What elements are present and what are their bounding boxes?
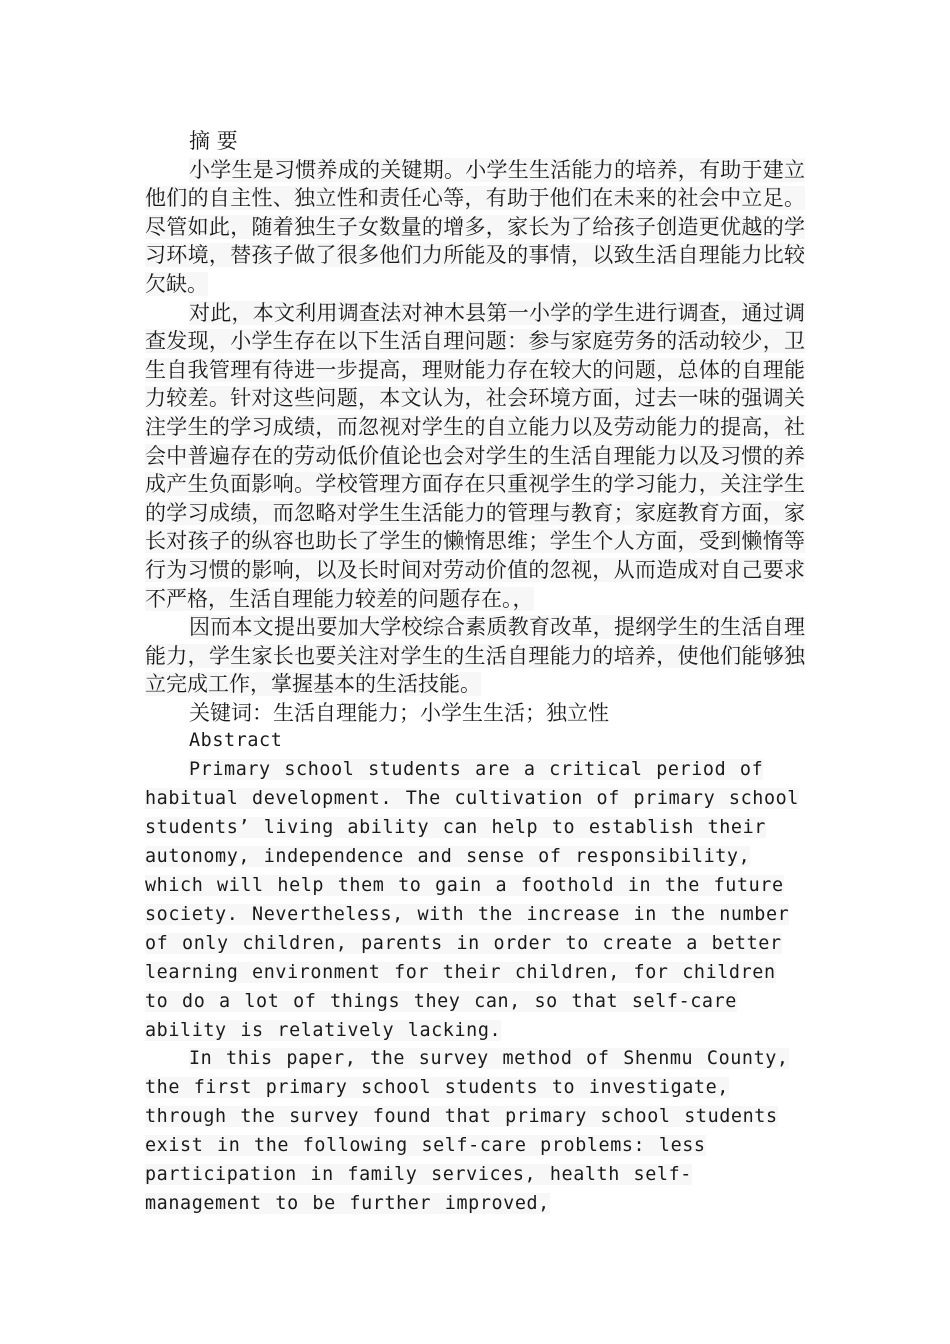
abstract-en-paragraph-1-text: Primary school students are a critical period of habitual development. The cultivation of primary school students’ living ability can help to establish their autonomy, independence and sense of responsibility, which will help them to gain a foothold in the future society. Nevertheless, with the increase in the number of only children, parents in order to create a better learning environment for their children, for children to do a lot of things they can, so that self-care ability is relatively lacking. xyxy=(145,759,799,1041)
abstract-zh-paragraph-2 xyxy=(145,299,805,614)
keywords-zh: 关键词：生活自理能力；小学生生活；独立性 xyxy=(189,700,609,725)
abstract-zh-paragraph-3 xyxy=(145,613,805,699)
abstract-zh-heading: 摘 要 xyxy=(189,129,238,153)
abstract-zh-paragraph-2-text: 对此，本文利用调查法对神木县第一小学的学生进行调查，通过调查发现，小学生存在以下生活自理问题：参与家庭劳务的活动较少，卫生自我管理有待进一步提高，理财能力存在较大的问题，总体的自理能力较差。针对这些问题，本文认为，社会环境方面，过去一味的强调关注学生的学习成绩，而忽视对学生的自立能力以及劳动能力的提高，社会中普遍存在的劳动低价值论也会对学生的生活自理能力以及习惯的养成产生负面影响。学校管理方面存在只重视学生的学习能力，关注学生的学习成绩，而忽略对学生生活能力的管理与教育；家庭教育方面，家长对孩子的纵容也助长了学生的懒惰思维；学生个人方面，受到懒惰等行为习惯的影响，以及长时间对劳动价值的忽视，从而造成对自己要求不严格，生活自理能力较差的问题存在。， xyxy=(145,300,805,611)
abstract-en-paragraph-1 xyxy=(145,756,805,1045)
abstract-en-heading: Abstract xyxy=(189,730,283,752)
abstract-zh-paragraph-1 xyxy=(145,156,805,299)
abstract-en-paragraph-2 xyxy=(145,1045,805,1218)
abstract-en-paragraph-2-text: In this paper, the survey method of Shenmu County, the first primary school students to investigate, through the survey found that primary school students exist in the following self-care problems: less participation in family services, health self-management to be further improved, xyxy=(145,1048,789,1214)
abstract-zh-paragraph-1-text: 小学生是习惯养成的关键期。小学生生活能力的培养，有助于建立他们的自主性、独立性和责任心等，有助于他们在未来的社会中立足。尽管如此，随着独生子女数量的增多，家长为了给孩子创造更优越的学习环境，替孩子做了很多他们力所能及的事情，以致生活自理能力比较欠缺。 xyxy=(145,157,805,296)
document-page xyxy=(145,127,805,1219)
abstract-zh-paragraph-3-text: 因而本文提出要加大学校综合素质教育改革，提纲学生的生活自理能力，学生家长也要关注对学生的生活自理能力的培养，使他们能够独立完成工作，掌握基本的生活技能。 xyxy=(145,615,805,697)
